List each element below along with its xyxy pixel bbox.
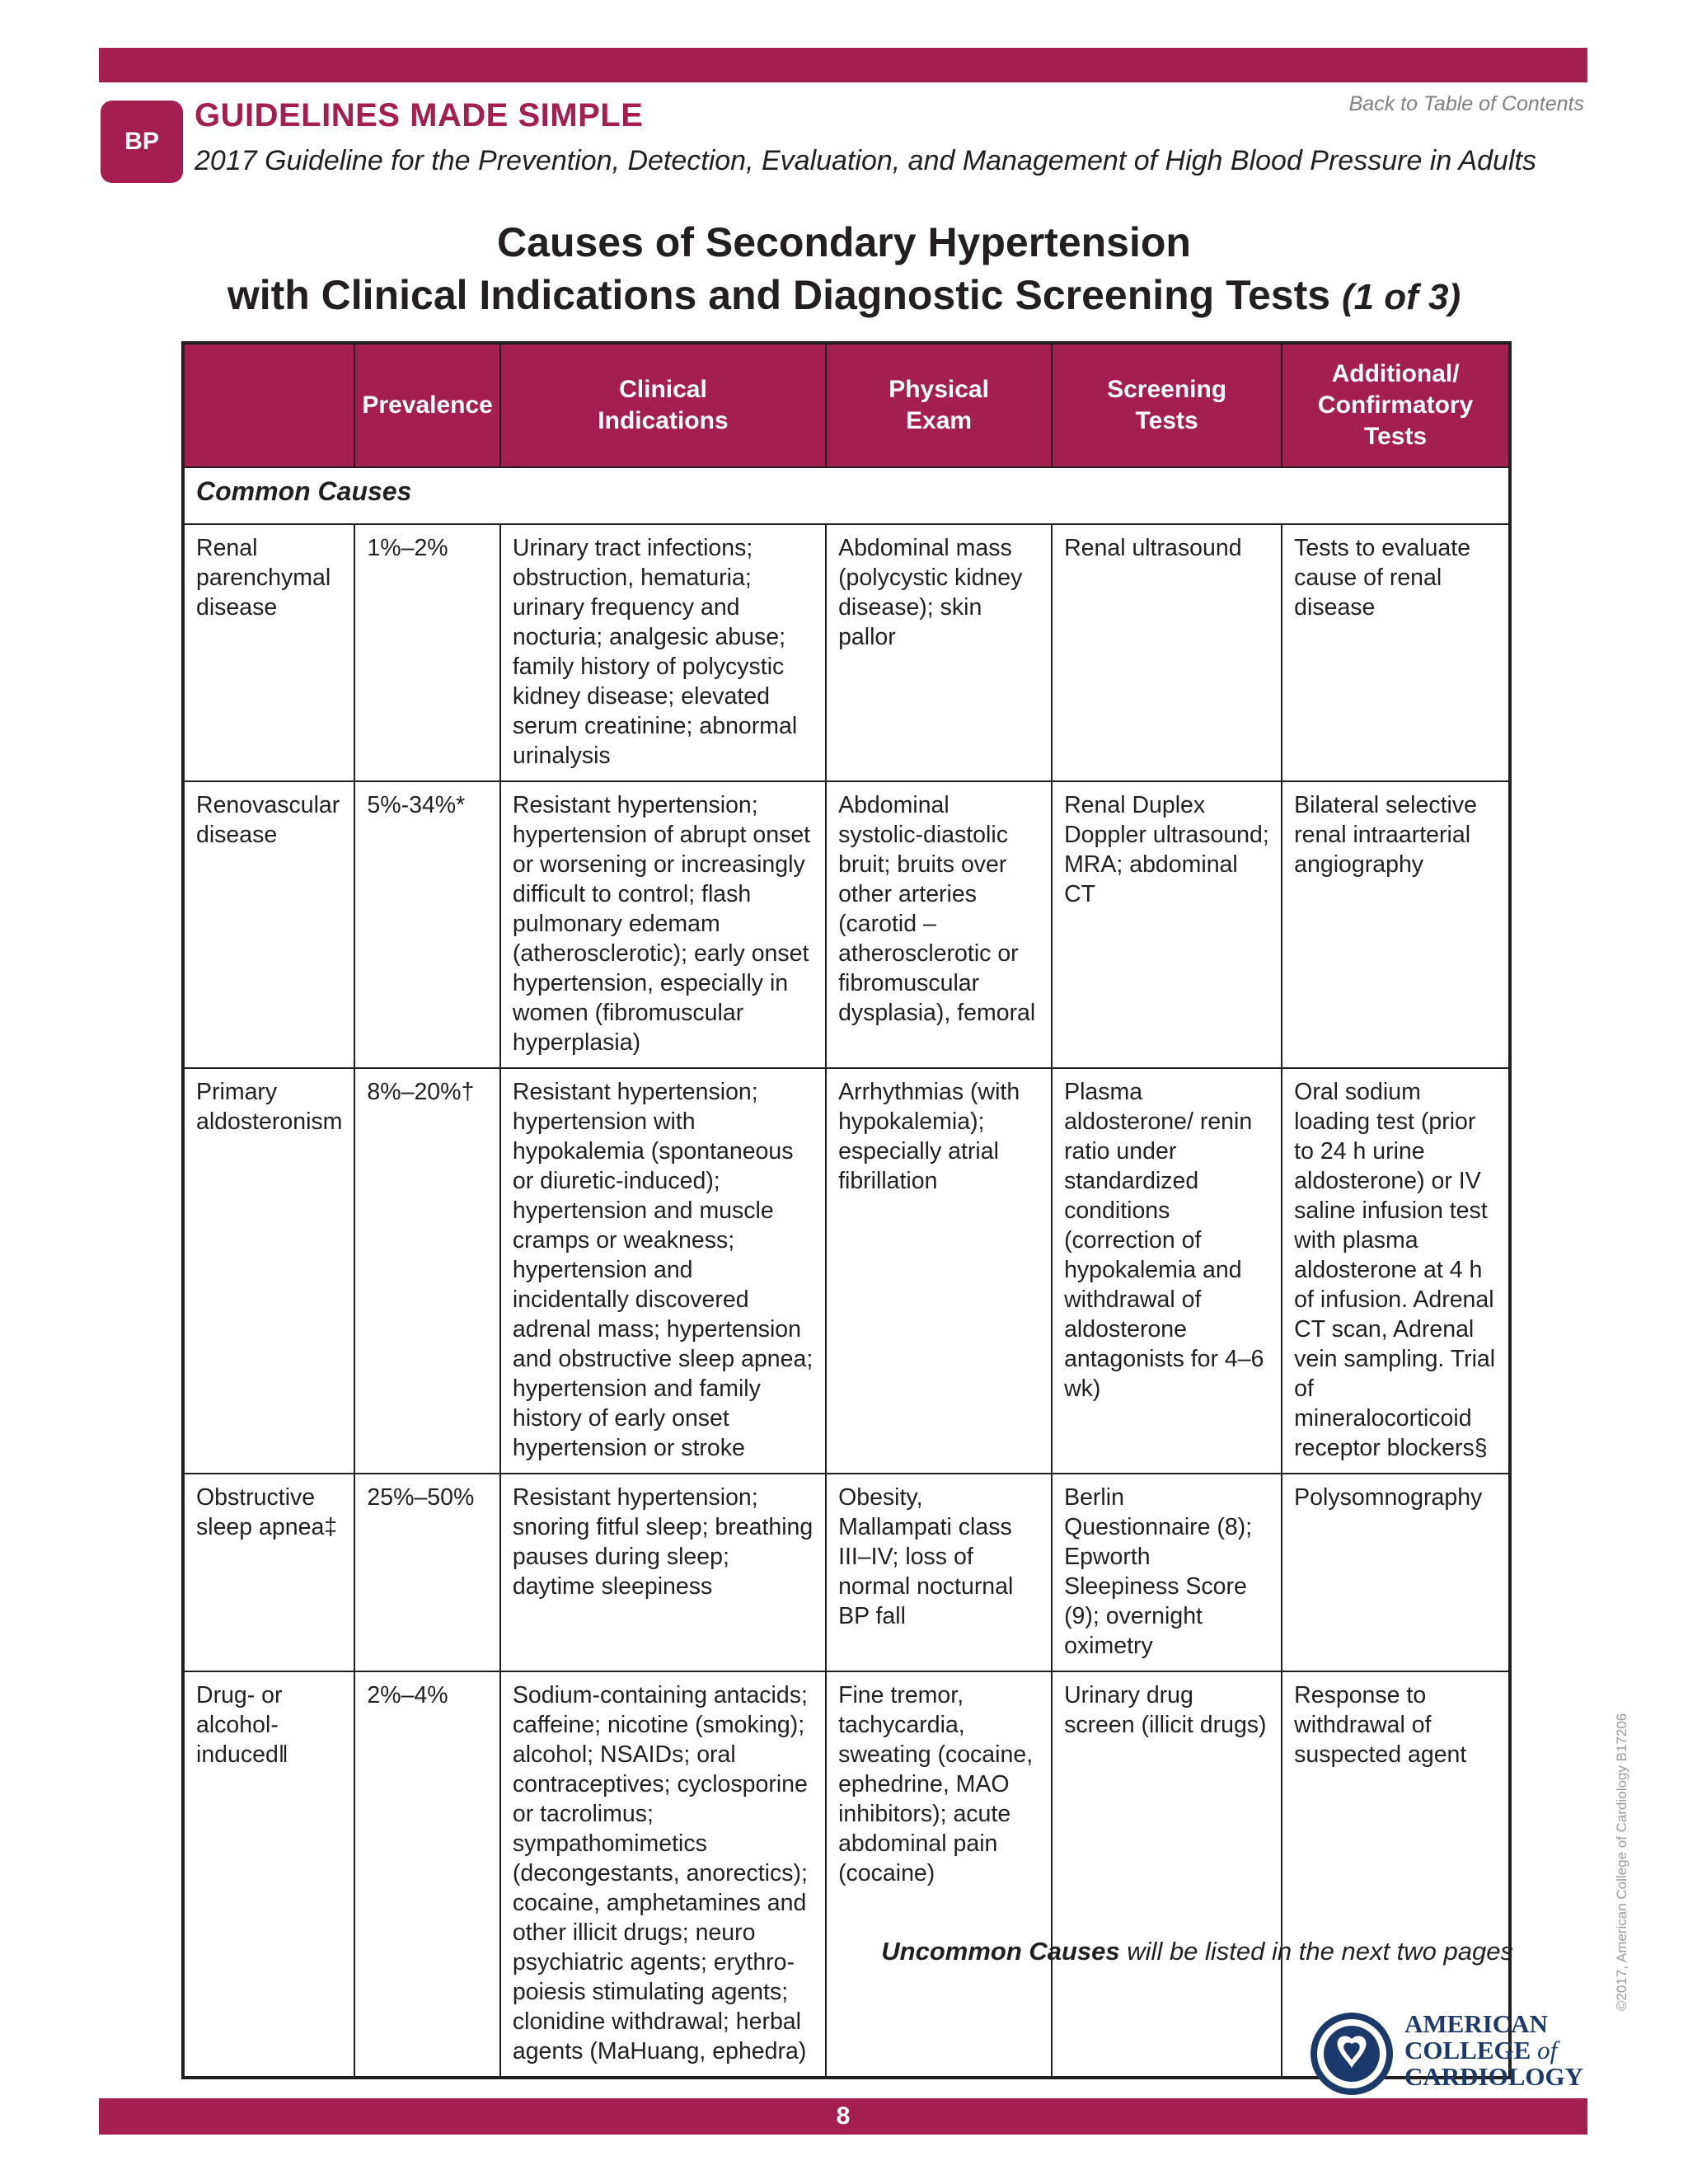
acc-seal-icon (1309, 2011, 1395, 2097)
cell-physical-exam: Obesity, Mallampati class III–IV; loss of normal nocturnal BP fall (826, 1474, 1052, 1671)
cell-screening-tests: Renal Duplex Doppler ultrasound; MRA; abdominal CT (1052, 781, 1282, 1068)
column-header-1: Prevalence (354, 343, 499, 467)
column-header-4: Screening Tests (1052, 343, 1282, 467)
cell-screening-tests: Berlin Questionnaire (8); Epworth Sleepiness Score (9); overnight oximetry (1052, 1474, 1282, 1671)
table-row (183, 524, 1510, 781)
page-number: 8 (836, 2102, 851, 2130)
page-title-line2 (0, 269, 1688, 324)
cell-prevalence: 1%–2% (354, 524, 499, 781)
table-header-row (183, 343, 1510, 467)
column-header-2: Clinical Indications (500, 343, 826, 467)
cell-cause: Obstructive sleep apnea‡ (183, 1474, 354, 1671)
cell-clinical-indications: Sodium-containing antacids; caffeine; nicotine (smoking); alcohol; NSAIDs; oral contraceptives; cyclosporine or tacrolimus; sympathomimetics (decongestants, anorectics); cocaine, amphetamines and other illicit drugs; neuro psychiatric agents; erythro-poiesis stimulating agents; clonidine withdrawal; herbal agents (MaHuang, ephedra) (500, 1671, 826, 2078)
acc-line2-of: of (1537, 2036, 1558, 2064)
acc-line3: CARDIOLOGY (1404, 2062, 1584, 2091)
cell-clinical-indications: Resistant hypertension; snoring fitful sleep; breathing pauses during sleep; daytime sleepiness (500, 1474, 826, 1671)
cell-cause: Renovascular disease (183, 781, 354, 1068)
cell-screening-tests: Urinary drug screen (illicit drugs) (1052, 1671, 1282, 2078)
cell-confirmatory-tests: Tests to evaluate cause of renal disease (1282, 524, 1510, 781)
cell-clinical-indications: Resistant hypertension; hypertension of abrupt onset or worsening or increasingly difficult to control; flash pulmonary edemam (atherosclerotic); early onset hypertension, especially in women (fibromuscular hyperplasia) (500, 781, 826, 1068)
copyright-text: ©2017, American College of Cardiology B17206 (1614, 1713, 1629, 2011)
guidelines-title: GUIDELINES MADE SIMPLE (195, 97, 644, 134)
table-row (183, 1068, 1510, 1474)
acc-wordmark (1404, 2011, 1583, 2090)
cell-confirmatory-tests: Oral sodium loading test (prior to 24 h urine aldosterone) or IV saline infusion test with plasma aldosterone at 4 h of infusion. Adrenal CT scan, Adrenal vein sampling. Trial of mineralocorticoid receptor blockers§ (1282, 1068, 1510, 1474)
uncommon-causes-bold: Uncommon Causes (881, 1937, 1120, 1966)
cell-physical-exam: Arrhythmias (with hypokalemia); especially atrial fibrillation (826, 1068, 1052, 1474)
bp-badge: BP (101, 101, 183, 183)
uncommon-causes-rest: will be listed in the next two pages (1127, 1937, 1513, 1966)
page-title (0, 216, 1688, 324)
cell-physical-exam: Fine tremor, tachycardia, sweating (cocaine, ephedrine, MAO inhibitors); acute abdominal pain (cocaine) (826, 1671, 1052, 2078)
cell-clinical-indications: Resistant hypertension; hypertension with hypokalemia (spontaneous or diuretic-induced); hypertension and muscle cramps or weakness; hypertension and incidentally discovered adrenal mass; hypertension and obstructive sleep apnea; hypertension and family history of early onset hypertension or stroke (500, 1068, 826, 1474)
cell-screening-tests: Renal ultrasound (1052, 524, 1282, 781)
cell-confirmatory-tests: Bilateral selective renal intraarterial angiography (1282, 781, 1510, 1068)
page-indicator: (1 of 3) (1341, 277, 1461, 317)
secondary-hypertension-table (181, 341, 1512, 2079)
cell-cause: Renal parenchymal disease (183, 524, 354, 781)
page-title-line1: Causes of Secondary Hypertension (497, 219, 1191, 265)
acc-line1: AMERICAN (1404, 2009, 1548, 2038)
guideline-subtitle: 2017 Guideline for the Prevention, Detection, Evaluation, and Management of High Blood Pressure in Adults (195, 145, 1536, 176)
uncommon-causes-note (881, 1937, 1513, 1966)
table-row (183, 1474, 1510, 1671)
page-title-line2-text: with Clinical Indications and Diagnostic Screening Tests (227, 272, 1331, 318)
copyright-vertical (1614, 1713, 1629, 2019)
section-label-common-causes: Common Causes (183, 467, 1510, 524)
top-accent-bar (99, 48, 1587, 82)
cell-confirmatory-tests: Polysomnography (1282, 1474, 1510, 1671)
acc-line2 (1404, 2037, 1583, 2064)
cell-cause: Drug- or alcohol-induced‖ (183, 1671, 354, 2078)
acc-line2-college: COLLEGE (1404, 2036, 1531, 2064)
bottom-bar (99, 2098, 1587, 2135)
cell-prevalence: 5%-34%* (354, 781, 499, 1068)
cell-confirmatory-tests: Response to withdrawal of suspected agent (1282, 1671, 1510, 2078)
back-to-toc-link[interactable]: Back to Table of Contents (1348, 92, 1584, 115)
section-row (183, 467, 1510, 524)
column-header-3: Physical Exam (826, 343, 1052, 467)
cell-clinical-indications: Urinary tract infections; obstruction, hematuria; urinary frequency and nocturia; analgesic abuse; family history of polycystic kidney disease; elevated serum creatinine; abnormal urinalysis (500, 524, 826, 781)
cell-prevalence: 25%–50% (354, 1474, 499, 1671)
cell-prevalence: 2%–4% (354, 1671, 499, 2078)
cell-cause: Primary aldosteronism (183, 1068, 354, 1474)
cell-prevalence: 8%–20%† (354, 1068, 499, 1474)
cell-screening-tests: Plasma aldosterone/ renin ratio under standardized conditions (correction of hypokalemia and withdrawal of aldosterone antagonists for 4–6 wk) (1052, 1068, 1282, 1474)
cell-physical-exam: Abdominal systolic-diastolic bruit; bruits over other arteries (carotid – atherosclerotic or fibromuscular dysplasia), femoral (826, 781, 1052, 1068)
table-row (183, 781, 1510, 1068)
column-header-5: Additional/ Confirmatory Tests (1282, 343, 1510, 467)
column-header-0 (183, 343, 354, 467)
cell-physical-exam: Abdominal mass (polycystic kidney disease); skin pallor (826, 524, 1052, 781)
acc-logo (1309, 2011, 1589, 2102)
